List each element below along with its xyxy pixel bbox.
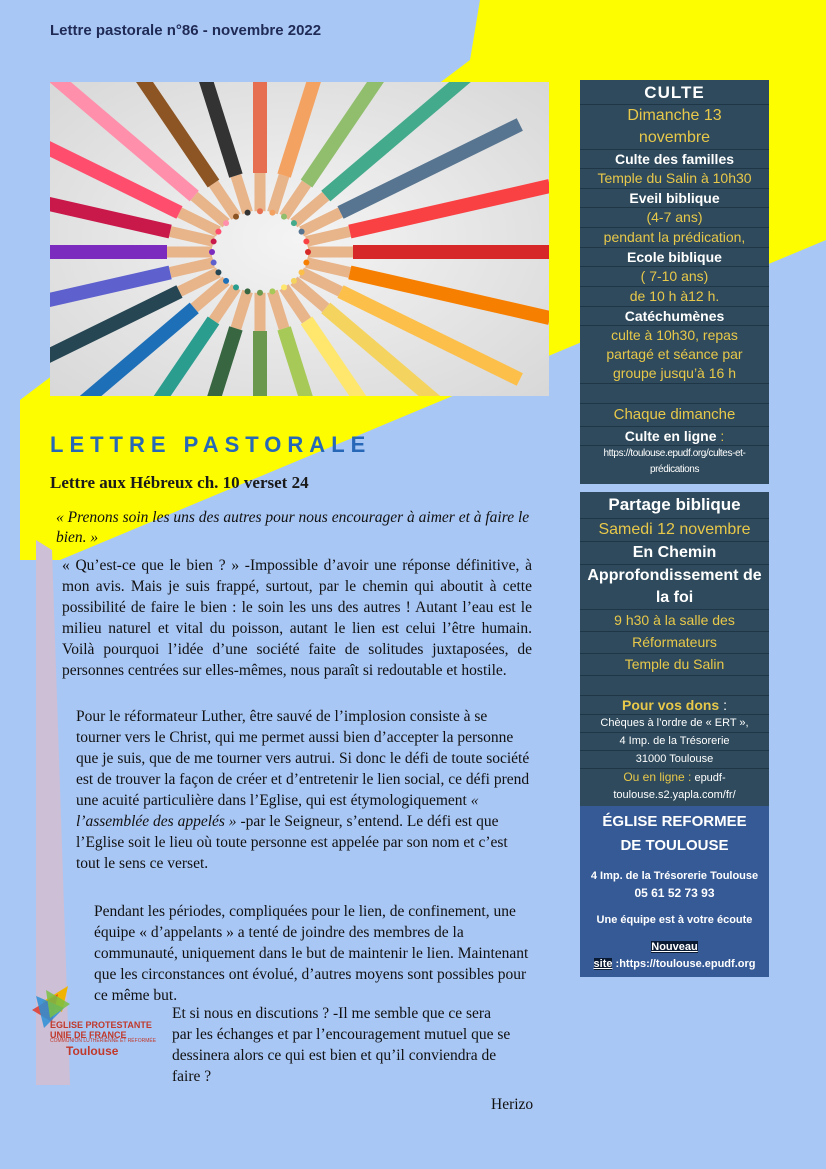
chaque-dimanche: Chaque dimanche — [580, 404, 769, 427]
partage-line-2: Approfondissement de la foi — [580, 565, 769, 610]
colored-pencils-photo — [50, 82, 549, 396]
eglise-title-2: DE TOULOUSE — [620, 837, 729, 854]
dons-line-2: 4 Imp. de la Trésorerie — [580, 733, 769, 751]
culte-en-ligne — [580, 427, 769, 446]
logo-line-2: UNIE DE FRANCE — [50, 1030, 127, 1040]
pencil-lead — [223, 278, 229, 284]
eglise-phone: 05 61 52 73 93 — [634, 886, 715, 900]
partage-info-1: 9 h30 à la salle des — [580, 610, 769, 632]
culte-date: Dimanche 13 novembre — [580, 105, 769, 150]
eglise-nouveau — [580, 939, 769, 956]
dons-label: Pour vos dons — [621, 697, 720, 713]
paragraph-2-italic: « l’assemblée des appelés » — [76, 792, 479, 830]
dons-line-3: 31000 Toulouse — [580, 751, 769, 769]
info-sidebar — [580, 80, 769, 977]
pencil-lead — [281, 214, 287, 220]
ecole-label: Ecole biblique — [580, 248, 769, 267]
pencil-lead — [233, 214, 239, 220]
culte-en-ligne-url[interactable]: https://toulouse.epudf.org/cultes-et-prédications — [603, 448, 746, 475]
pencil-lead — [303, 238, 309, 244]
eveil-label: Eveil biblique — [580, 189, 769, 208]
catechu-info: culte à 10h30, repas partagé et séance par groupe jusqu’à 16 h — [580, 326, 769, 384]
culte-title: CULTE — [580, 80, 769, 105]
scripture-reference: Lettre aux Hébreux ch. 10 verset 24 — [50, 473, 309, 492]
pencil-lead — [299, 269, 305, 275]
newsletter-header: Lettre pastorale n°86 - novembre 2022 — [50, 22, 322, 39]
pencil-lead — [299, 229, 305, 235]
pencil-lead — [281, 284, 287, 290]
culte-familles-info: Temple du Salin à 10h30 — [580, 169, 769, 189]
partage-panel — [580, 492, 769, 806]
pencil-lead — [269, 210, 275, 216]
site-label: site — [593, 958, 613, 970]
pencil-lead — [211, 238, 217, 244]
site-url[interactable]: :https://toulouse.epudf.org — [612, 958, 756, 970]
pencil-lead — [211, 260, 217, 266]
culte-en-ligne-colon: : — [716, 428, 725, 444]
pencil-lead — [209, 249, 215, 255]
pencil-lead — [215, 229, 221, 235]
eglise-panel — [580, 806, 769, 977]
culte-en-ligne-label: Culte en ligne — [624, 428, 717, 444]
culte-familles-label: Culte des familles — [580, 150, 769, 169]
catechu-label: Catéchumènes — [580, 307, 769, 326]
dons-line-1: Chèques à l’ordre de « ERT », — [580, 715, 769, 733]
culte-spacer — [580, 384, 769, 404]
partage-info-3: Temple du Salin — [580, 654, 769, 676]
pencil-lead — [269, 288, 275, 294]
pencil-lead — [223, 220, 229, 226]
partage-spacer — [580, 676, 769, 696]
ecole-age: ( 7-10 ans) — [580, 267, 769, 287]
dons-heading — [580, 696, 769, 715]
pencil-lead — [245, 210, 251, 216]
pencil-lead — [257, 290, 263, 296]
pencil-lead — [291, 220, 297, 226]
eglise-site — [580, 956, 769, 977]
ecole-info: de 10 h à12 h. — [580, 287, 769, 307]
pencil-lead — [291, 278, 297, 284]
culte-panel — [580, 80, 769, 484]
logo-subtitle: COMMUNION LUTHÉRIENNE ET RÉFORMÉE — [50, 1038, 157, 1044]
pencil-lead — [233, 284, 239, 290]
scripture-quote: « Prenons soin les uns des autres pour nous encourager à aimer et à faire le bien. » — [56, 509, 530, 546]
partage-line-1: En Chemin — [580, 542, 769, 565]
pencil-lead — [245, 288, 251, 294]
pencil-lead — [303, 260, 309, 266]
paragraph-2-text: Pour le réformateur Luther, être sauvé de l’implosion consiste à se tourner vers le Christ, qui me permet aussi bien d’accepter la personne que je suis, que de me tourner vers autrui. Si donc le défi de toute société est de trouver la façon de créer et d’entretenir le lien social, ce défi prend une acuité particulière dans l’Eglise, qui est étymologiquement — [76, 708, 530, 809]
partage-date: Samedi 12 novembre — [580, 519, 769, 542]
dons-online — [580, 769, 769, 806]
logo-line-1: EGLISE PROTESTANTE — [50, 1020, 152, 1030]
eglise-title-1: ÉGLISE REFORMEE — [602, 813, 747, 830]
eglise-ecoute: Une équipe est à votre écoute — [596, 914, 753, 926]
dons-online-label: Ou en ligne : — [623, 770, 692, 784]
pencil-lead — [257, 208, 263, 214]
dons-colon: : — [719, 697, 727, 713]
pencil-lead — [215, 269, 221, 275]
signature: Herizo — [491, 1096, 534, 1113]
eglise-address: 4 Imp. de la Trésorerie Toulouse — [590, 870, 759, 882]
eveil-info: pendant la prédication, — [580, 228, 769, 248]
sidebar-gap — [580, 484, 769, 492]
eveil-age: (4-7 ans) — [580, 208, 769, 228]
dons-online-url[interactable]: epudf-toulouse.s2.yapla.com/fr/ — [613, 772, 736, 801]
paragraph-4: Et si nous en discutions ? -Il me semble que ce sera par les échanges et par l’encouragement mutuel que se dessinera alors ce qui est bien et qu’il conviendra de faire ? — [172, 1005, 511, 1085]
paragraph-2-end: -par le Seigneur, s’entend. Le défi est que l’Eglise soit le lieu où toute personne est appelée par son nom et c’est tout le sens ce verset. — [76, 813, 508, 872]
nouveau-label: Nouveau — [651, 941, 698, 953]
partage-info-2: Réformateurs — [580, 632, 769, 654]
paragraph-1: « Qu’est-ce que le bien ? » -Impossible d’avoir une réponse définitive, à mon avis. Mais je suis frappé, surtout, par le chemin qui aboutit à cette possibilité de faire le bien : le soin les uns des autres ! Autant l’eau est le milieu naturel et vital du poisson, autant le lien est celui l’être humain. Voilà pourquoi l’idée d’une société faite de solitudes juxtaposées, de personnes centrées sur elles-mêmes, nous paraît si redoutable et hostile. — [62, 557, 532, 679]
logo-text — [50, 1020, 152, 1040]
pencil-lead — [305, 249, 311, 255]
paragraph-3: Pendant les périodes, compliquées pour le lien, de confinement, une équipe « d’appelants » a tenté de joindre des membres de la communauté, uniquement dans le but de maintenir le lien. Maintenant que les circonstances ont évolué, d’autres moyens sont possibles pour ce même but. — [94, 903, 529, 1004]
partage-title: Partage biblique — [580, 492, 769, 519]
paragraph-2 — [76, 706, 531, 874]
logo-city: Toulouse — [66, 1044, 119, 1058]
section-title: LETTRE PASTORALE — [50, 432, 372, 457]
